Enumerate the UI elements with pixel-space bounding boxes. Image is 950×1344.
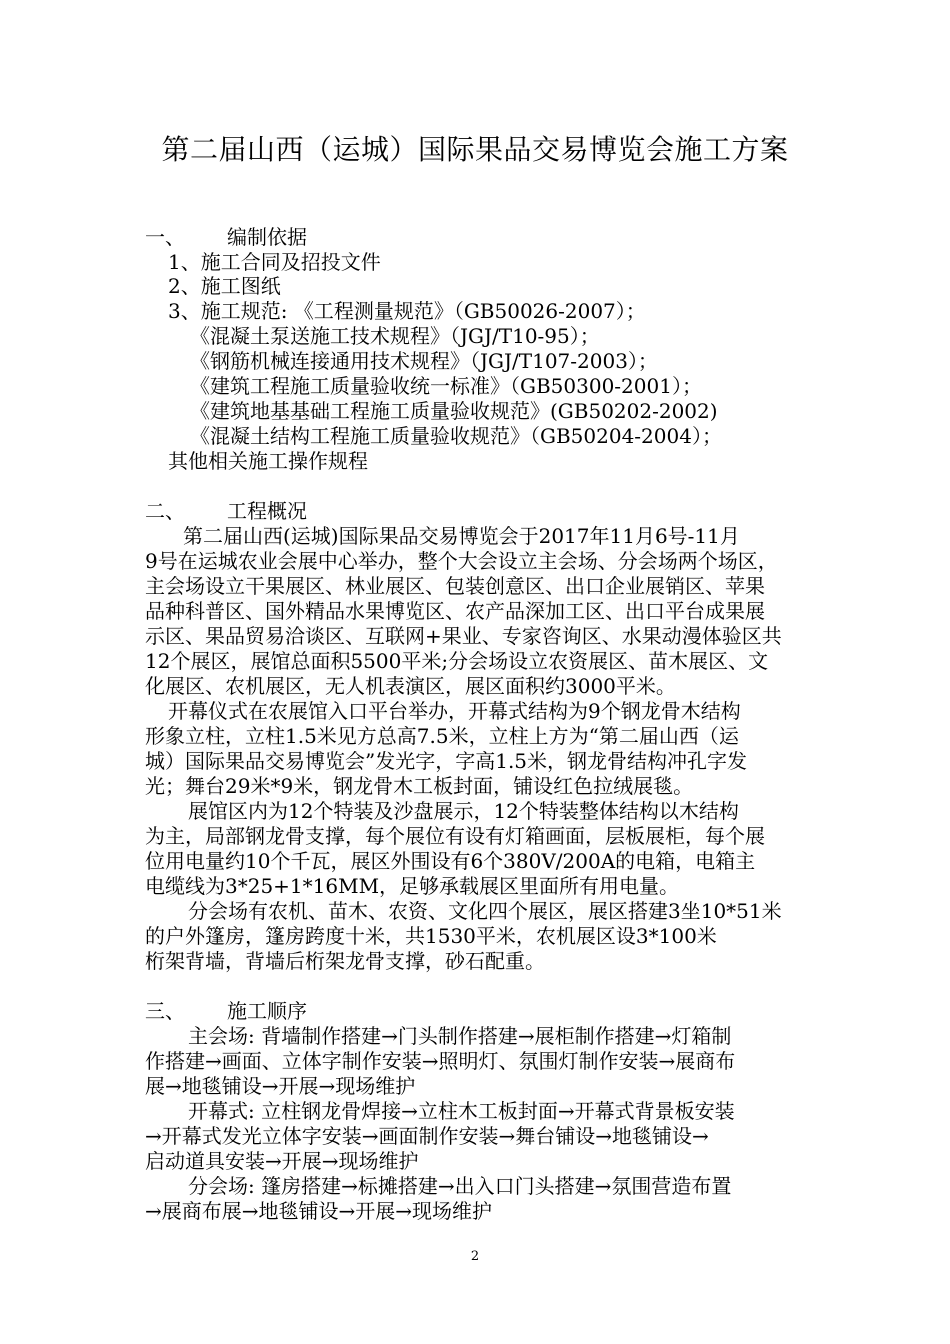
paragraph-line: 位用电量约10个千瓦，展区外围设有6个380V/200A的电箱，电箱主 bbox=[145, 849, 756, 873]
section-1-item: 《钢筋机械连接通用技术规程》（JGJ/T107-2003）； bbox=[190, 349, 658, 373]
section-1-item: 《建筑工程施工质量验收统一标准》（GB50300-2001）； bbox=[190, 374, 702, 398]
section-1-item: 《建筑地基基础工程施工质量验收规范》(GB50202-2002) bbox=[190, 399, 718, 423]
sequence-line: 作搭建→画面、立体字制作安装→照明灯、氛围灯制作安装→展商布 bbox=[145, 1049, 736, 1073]
sequence-line: →开幕式发光立体字安装→画面制作安装→舞台铺设→地毯铺设→ bbox=[145, 1124, 709, 1148]
paragraph-line: 分会场有农机、苗木、农资、文化四个展区，展区搭建3坐10*51米 bbox=[188, 899, 782, 923]
paragraph-line: 电缆线为3*25+1*16MM，足够承载展区里面所有用电量。 bbox=[145, 874, 680, 898]
section-1-item: 《混凝土泵送施工技术规程》（JGJ/T10-95）； bbox=[190, 324, 600, 348]
section-1-item: 《混凝土结构工程施工质量验收规范》（GB50204-2004）； bbox=[190, 424, 722, 448]
paragraph-line: 品种科普区、国外精品水果博览区、农产品深加工区、出口平台成果展 bbox=[145, 599, 765, 623]
paragraph-line: 桁架背墙，背墙后桁架龙骨支撑，砂石配重。 bbox=[145, 949, 545, 973]
section-1-item: 3、施工规范: 《工程测量规范》（GB50026-2007）； bbox=[168, 299, 646, 323]
section-2-title: 工程概况 bbox=[227, 499, 307, 523]
section-1-heading bbox=[145, 224, 307, 250]
section-2-heading bbox=[145, 498, 307, 524]
section-1-item: 2、施工图纸 bbox=[168, 274, 281, 298]
paragraph-line: 光；舞台29米*9米，钢龙骨木工板封面，铺设红色拉绒展毯。 bbox=[145, 774, 694, 798]
section-2-number: 二、 bbox=[145, 499, 185, 523]
section-3-heading bbox=[145, 998, 307, 1024]
paragraph-line: 主会场设立干果展区、林业展区、包装创意区、出口企业展销区、苹果 bbox=[145, 574, 765, 598]
paragraph-line: 展馆区内为12个特装及沙盘展示，12个特装整体结构以木结构 bbox=[188, 799, 739, 823]
section-1-title: 编制依据 bbox=[227, 225, 307, 249]
paragraph-line: 的户外篷房，篷房跨度十米，共1530平米，农机展区设3*100米 bbox=[145, 924, 717, 948]
section-1-number: 一、 bbox=[145, 225, 185, 249]
paragraph-line: 城）国际果品交易博览会”发光字，字高1.5米，钢龙骨结构冲孔字发 bbox=[145, 749, 748, 773]
paragraph-line: 为主，局部钢龙骨支撑，每个展位有设有灯箱画面，层板展柜，每个展 bbox=[145, 824, 765, 848]
paragraph-line: 开幕仪式在农展馆入口平台举办，开幕式结构为9个钢龙骨木结构 bbox=[168, 699, 741, 723]
sequence-line: 开幕式: 立柱钢龙骨焊接→立柱木工板封面→开幕式背景板安装 bbox=[188, 1099, 735, 1123]
paragraph-line: 化展区、农机展区，无人机表演区，展区面积约3000平米。 bbox=[145, 674, 676, 698]
section-1-item: 1、施工合同及招投文件 bbox=[168, 250, 381, 274]
document-title: 第二届山西（运城）国际果品交易博览会施工方案 bbox=[161, 133, 789, 166]
paragraph-line: 第二届山西(运城)国际果品交易博览会于2017年11月6号-11月 bbox=[183, 524, 740, 548]
sequence-line: 分会场: 篷房搭建→标摊搭建→出入口门头搭建→氛围营造布置 bbox=[188, 1174, 732, 1198]
section-3-title: 施工顺序 bbox=[227, 999, 307, 1023]
section-3-number: 三、 bbox=[145, 999, 185, 1023]
sequence-line: 展→地毯铺设→开展→现场维护 bbox=[145, 1074, 416, 1098]
paragraph-line: 形象立柱，立柱1.5米见方总高7.5米，立柱上方为“第二届山西（运 bbox=[145, 724, 739, 748]
sequence-line: 启动道具安装→开展→现场维护 bbox=[145, 1149, 419, 1173]
sequence-line: 主会场: 背墙制作搭建→门头制作搭建→展柜制作搭建→灯箱制 bbox=[188, 1024, 732, 1048]
page-number: 2 bbox=[470, 1249, 480, 1264]
section-1-item: 其他相关施工操作规程 bbox=[168, 449, 368, 473]
paragraph-line: 9号在运城农业会展中心举办，整个大会设立主会场、分会场两个场区， bbox=[145, 549, 778, 573]
paragraph-line: 12个展区，展馆总面积5500平米;分会场设立农资展区、苗木展区、文 bbox=[145, 649, 769, 673]
paragraph-line: 示区、果品贸易洽谈区、互联网+果业、专家咨询区、水果动漫体验区共 bbox=[145, 624, 782, 648]
sequence-line: →展商布展→地毯铺设→开展→现场维护 bbox=[145, 1199, 493, 1223]
